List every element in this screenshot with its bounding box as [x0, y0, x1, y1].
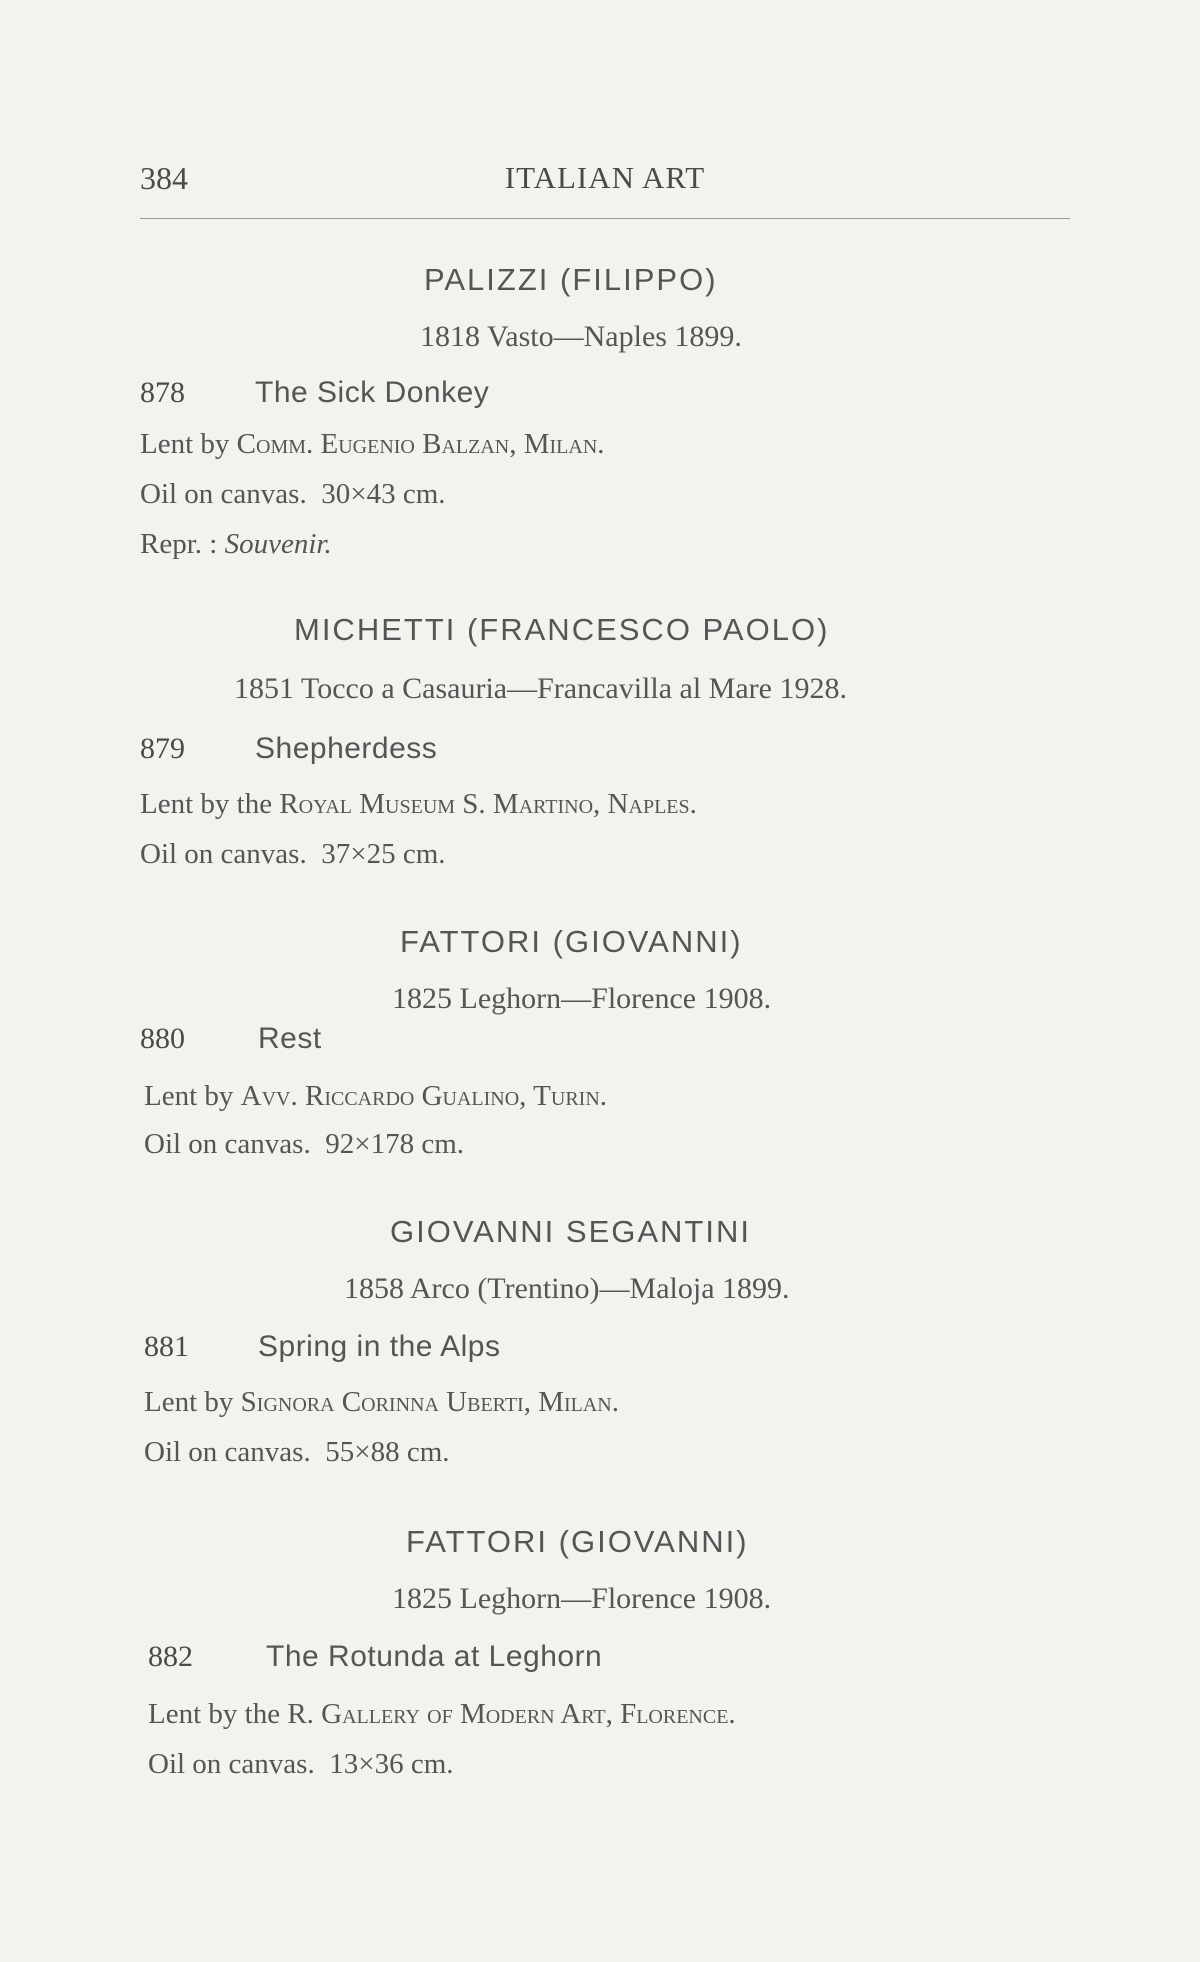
lender-line [140, 428, 605, 461]
artwork-title: Spring in the Alps [258, 1330, 501, 1363]
lender-line [140, 788, 697, 821]
artist-dates: 1825 Leghorn—Florence 1908. [392, 982, 772, 1015]
reproduction-label: Repr. : [140, 528, 225, 560]
artwork-title: Shepherdess [255, 732, 438, 765]
catalogue-number: 882 [148, 1640, 193, 1673]
lent-by-prefix: Lent by [144, 1080, 241, 1112]
page-number: 384 [140, 160, 188, 196]
medium: Oil on canvas. [144, 1436, 311, 1468]
artist-name: GIOVANNI SEGANTINI [390, 1214, 751, 1249]
header-rule [140, 218, 1070, 219]
catalogue-number: 879 [140, 732, 185, 765]
running-title: ITALIAN ART [504, 160, 706, 195]
lent-by-prefix: Lent by the R. [148, 1698, 322, 1730]
catalogue-number: 878 [140, 376, 185, 409]
dimensions: 37×25 cm. [321, 838, 446, 870]
dimensions: 92×178 cm. [325, 1128, 465, 1160]
dimensions: 13×36 cm. [329, 1748, 454, 1780]
reproduction-value: Souvenir. [224, 528, 332, 560]
medium-line [144, 1128, 464, 1161]
lent-by-prefix: Lent by [140, 428, 237, 460]
lender-name: Gallery of Modern Art, Florence. [321, 1698, 736, 1730]
lent-by-prefix: Lent by the [140, 788, 280, 820]
medium: Oil on canvas. [140, 478, 307, 510]
running-head [140, 160, 1070, 210]
medium-line [140, 838, 446, 871]
medium-line [148, 1748, 454, 1781]
catalogue-number: 881 [144, 1330, 189, 1363]
artist-dates: 1825 Leghorn—Florence 1908. [392, 1582, 772, 1615]
medium: Oil on canvas. [148, 1748, 315, 1780]
lender-name: Comm. Eugenio Balzan, Milan. [236, 428, 605, 460]
artist-dates: 1858 Arco (Trentino)—Maloja 1899. [344, 1272, 790, 1305]
medium-line [140, 478, 446, 511]
dimensions: 55×88 cm. [325, 1436, 450, 1468]
reproduction-line [140, 528, 332, 561]
lent-by-prefix: Lent by [144, 1386, 241, 1418]
artist-dates: 1818 Vasto—Naples 1899. [420, 320, 742, 353]
lender-name: Avv. Riccardo Gualino, Turin. [240, 1080, 608, 1112]
lender-line [144, 1080, 607, 1113]
medium: Oil on canvas. [144, 1128, 311, 1160]
artist-dates: 1851 Tocco a Casauria—Francavilla al Mare 1928. [234, 672, 847, 705]
artist-name: MICHETTI (FRANCESCO PAOLO) [294, 612, 830, 647]
artwork-title: The Sick Donkey [255, 376, 490, 409]
lender-line [144, 1386, 619, 1419]
artwork-title: The Rotunda at Leghorn [266, 1640, 603, 1673]
artist-name: PALIZZI (FILIPPO) [424, 262, 718, 297]
medium: Oil on canvas. [140, 838, 307, 870]
dimensions: 30×43 cm. [321, 478, 446, 510]
lender-line [148, 1698, 736, 1731]
lender-name: Signora Corinna Uberti, Milan. [240, 1386, 619, 1418]
artist-name: FATTORI (GIOVANNI) [406, 1524, 749, 1559]
catalogue-number: 880 [140, 1022, 185, 1055]
artwork-title: Rest [258, 1022, 322, 1055]
lender-name: Royal Museum S. Martino, Naples. [279, 788, 697, 820]
artist-name: FATTORI (GIOVANNI) [400, 924, 743, 959]
medium-line [144, 1436, 450, 1469]
